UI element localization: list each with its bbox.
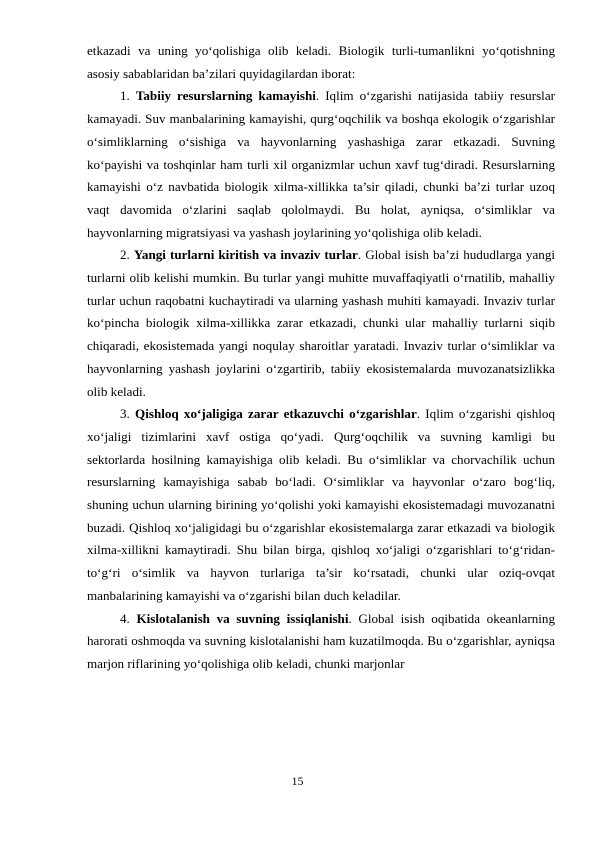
body-text [87,40,555,676]
list-item-agriculture [87,403,555,607]
list-item-invasive-species [87,244,555,403]
item-title: Kislotalanish va suvning issiqlanishi [136,610,349,626]
item-title: Tabiiy resurslarning kamayishi [135,88,316,104]
page-number: 15 [291,774,304,788]
item-number: 3. [120,406,136,422]
list-item-resources [87,85,555,244]
item-text: . Global isish ba’zi hududlarga yangi turlarni olib kelishi mumkin. Bu turlar yangi muhitte muvaffaqiyatli o‘rnatilib, mahalliy turlar uchun raqobatni kuchaytiradi va ularning yashash muhiti kamayadi. Invaziv turlar ko‘pincha biologik xilma-xillikka zarar etkazadi, chunki ular mahalliy turlarni siqib chiqaradi, ekosistemada yangi noqulay sharoitlar yaratadi. Invaziv turlar o‘simliklar va hayvonlarning yashash joylarini o‘zgartirib, tabiiy ekosistemalarda muvozanatsizlikka olib keladi. [87,247,556,399]
item-title: Yangi turlarni kiritish va invaziv turlar [133,247,358,263]
item-title: Qishloq xo‘jaligiga zarar etkazuvchi o‘zgarishlar [135,406,417,422]
item-number: 1. [120,88,136,104]
list-item-acidification [87,608,555,676]
item-text: . Iqlim o‘zgarishi qishloq xo‘jaligi tizimlarini xavf ostiga qo‘yadi. Qurg‘oqchilik va suvning kamligi bu sektorlarda hosilning kamayishiga olib keladi. Bu o‘simliklar va chorvachilik uchun resurslarning kamayishiga sabab bo‘ladi. O‘simliklar va hayvonlar o‘zaro bog‘liq, shuning uchun ularning birining yo‘qolishi yoki kamayishi ekosistemadagi muvozanatni buzadi. Qishloq xo‘jaligidagi bu o‘zgarishlar ekosistemalarga zarar etkazadi va biologik xilma-xillikni kamaytiradi. Shu bilan birga, qishloq xo‘jaligi o‘zgarishlari to‘g‘ridan-to‘g‘ri o‘simlik va hayvon turlariga ta’sir ko‘rsatadi, chunki ular oziq-ovqat manbalarining kamayishi va o‘zgarishi bilan duch keladilar. [87,406,555,603]
item-number: 2. [120,247,134,263]
intro-paragraph [87,40,555,85]
item-text: . Iqlim o‘zgarishi natijasida tabiiy resurslar kamayadi. Suv manbalarining kamayishi, qurg‘oqchilik va boshqa ekologik o‘zgarishlar o‘simliklarning o‘sishiga va hayvonlarning yashashiga zarar etkazadi. Suvning ko‘payishi va toshqinlar ham turli xil organizmlar uchun xavf tug‘diradi. Resurslarning kamayishi o‘z navbatida biologik xilma-xillikka ta’sir qiladi, chunki ba’zi turlar uzoq vaqt davomida o‘zlarini saqlab qololmaydi. Bu holat, ayniqsa, o‘simliklar va hayvonlarning migratsiyasi va yashash joylarining yo‘qolishiga olib keladi. [87,88,555,240]
item-text: . Global isish oqibatida okeanlarning harorati oshmoqda va suvning kislotalanishi ham kuzatilmoqda. Bu o‘zgarishlar, ayniqsa marjon riflarining yo‘qolishiga olib keladi, chunki marjonlar [87,610,556,671]
paragraph-text: etkazadi va uning yo‘qolishiga olib keladi. Biologik turli-tumanlikni yo‘qotishning asosiy sabablaridan ba’zilari quyidagilardan iborat: [87,43,555,81]
item-number: 4. [120,610,137,626]
